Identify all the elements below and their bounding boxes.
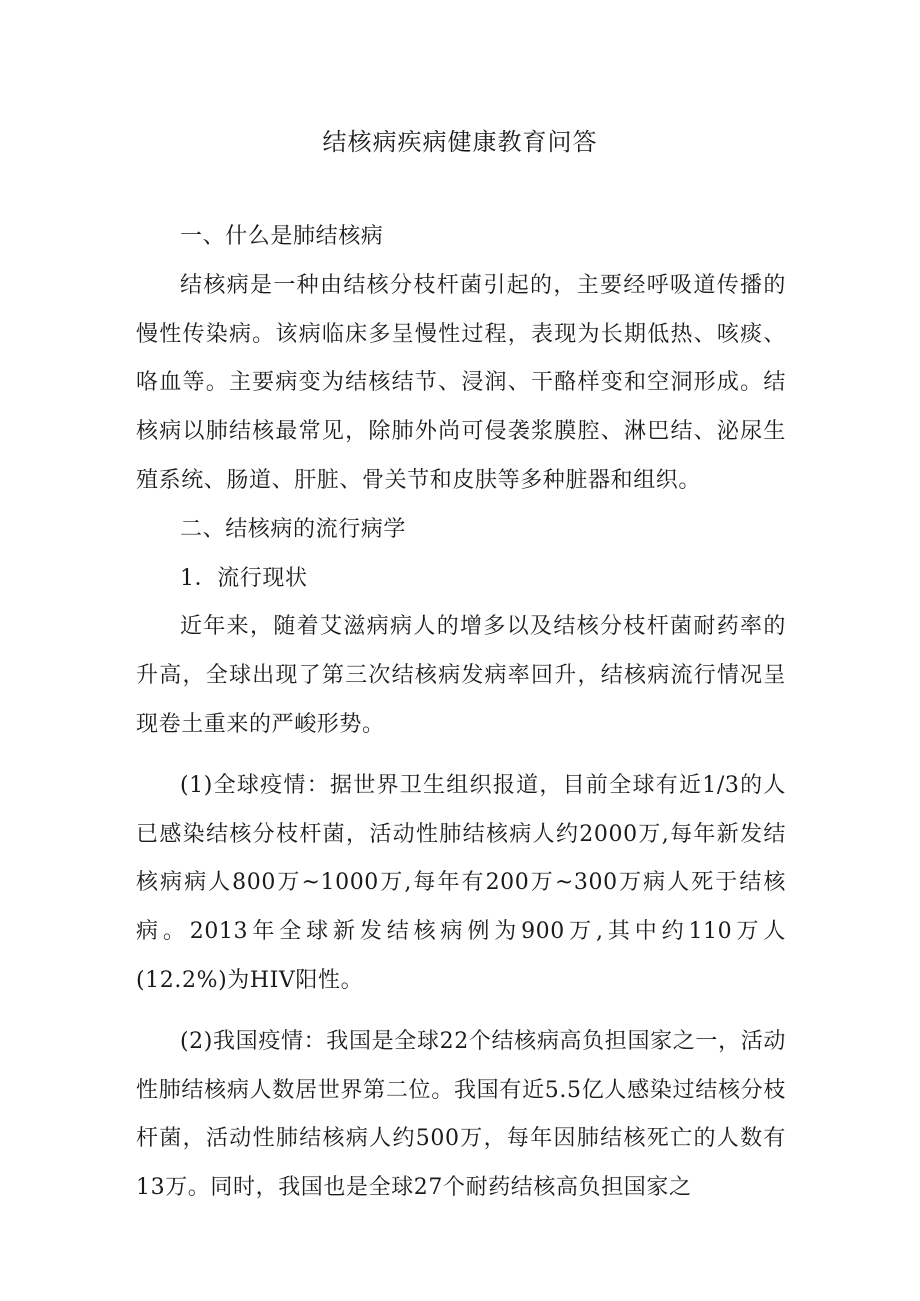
section-heading-1: 一、什么是肺结核病 (180, 224, 384, 249)
section-heading-2: 二、结核病的流行病学 (180, 516, 407, 542)
paragraph-definition: 结核病是一种由结核分枝杆菌引起的，主要经呼吸道传播的慢性传染病。该病临床多呈慢性过程，表现为长期低热、咳痰、咯血等。主要病变为结核结节、浸润、干酪样变和空洞形成。结核病以肺结核最常见，除肺外尚可侵袭浆膜腔、淋巴结、泌尿生殖系统、肠道、肝脏、骨关节和皮肤等多种脏器和组织。 (136, 272, 786, 493)
paragraph-global-epidemic: (1)全球疫情：据世界卫生组织报道，目前全球有近1/3的人已感染结核分枝杆菌，活动性肺结核病人约2000万,每年新发结核病病人800万~1000万,每年有200万~300万病人死于结核病。2013年全球新发结核病例为900万,其中约110万人(12.2%)为HIV阳性。 (136, 772, 786, 993)
document-title: 结核病疾病健康教育问答 (322, 128, 598, 156)
paragraph-current-status: 近年来，随着艾滋病病人的增多以及结核分枝杆菌耐药率的升高，全球出现了第三次结核病发病率回升，结核病流行情况呈现卷土重来的严峻形势。 (136, 614, 786, 737)
document-body (136, 213, 786, 1213)
subsection-heading-current-status: 1．流行现状 (180, 565, 308, 591)
paragraph-china-epidemic: (2)我国疫情：我国是全球22个结核病高负担国家之一，活动性肺结核病人数居世界第二位。我国有近5.5亿人感染过结核分枝杆菌，活动性肺结核病人约500万，每年因肺结核死亡的人数有13万。同时，我国也是全球27个耐药结核高负担国家之 (136, 1028, 786, 1201)
